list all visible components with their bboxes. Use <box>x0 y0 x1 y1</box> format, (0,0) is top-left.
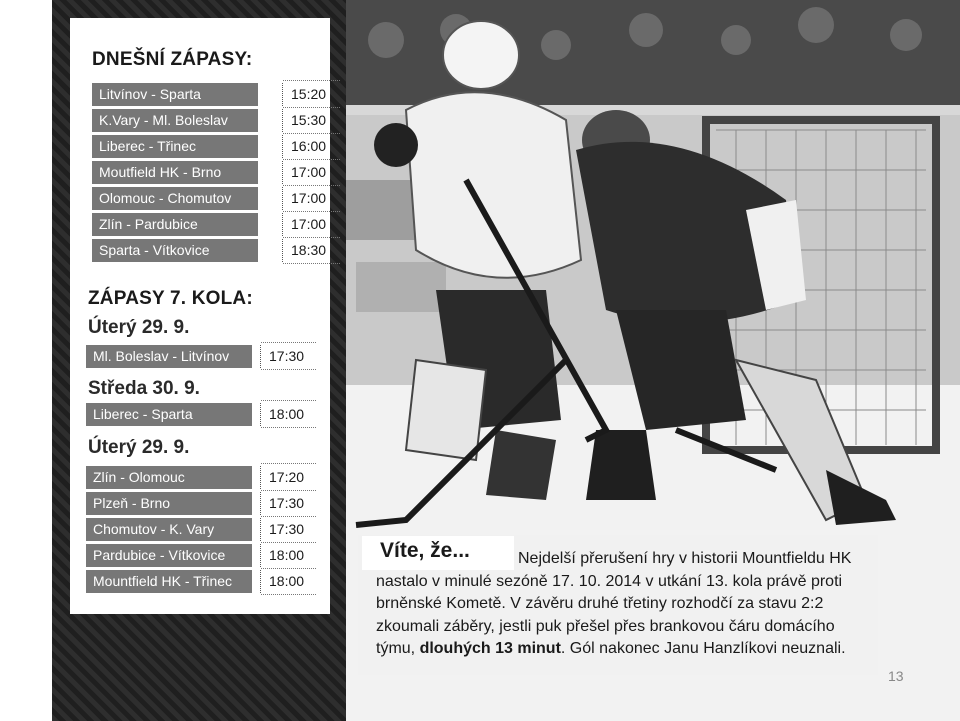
match-time: 17:30 <box>260 492 316 515</box>
match-teams: Plzeň - Brno <box>86 492 252 515</box>
match-time: 18:30 <box>282 239 340 262</box>
match-time: 15:30 <box>282 109 340 132</box>
todays-matches-heading: DNEŠNÍ ZÁPASY: <box>92 49 253 70</box>
match-time: 17:00 <box>282 213 340 236</box>
match-time: 18:00 <box>260 570 316 593</box>
day-label: Středa 30. 9. <box>88 378 200 399</box>
match-teams: Sparta - Vítkovice <box>92 239 258 262</box>
fact-text-bold: dlouhých 13 minut <box>419 640 561 657</box>
fact-text <box>376 548 878 661</box>
round7-heading: ZÁPASY 7. KOLA: <box>88 288 253 309</box>
match-time: 17:00 <box>282 187 340 210</box>
match-teams: Liberec - Sparta <box>86 403 252 426</box>
match-teams: Moutfield HK - Brno <box>92 161 258 184</box>
match-time: 17:30 <box>260 518 316 541</box>
match-teams: Pardubice - Vítkovice <box>86 544 252 567</box>
match-teams: Mountfield HK - Třinec <box>86 570 252 593</box>
day-label: Úterý 29. 9. <box>88 437 190 458</box>
match-time: 17:00 <box>282 161 340 184</box>
page-margin <box>0 0 52 721</box>
match-time: 18:00 <box>260 403 316 426</box>
match-teams: K.Vary - Ml. Boleslav <box>92 109 258 132</box>
day-label: Úterý 29. 9. <box>88 317 190 338</box>
match-time: 17:30 <box>260 345 316 368</box>
match-teams: Zlín - Olomouc <box>86 466 252 489</box>
schedule-card <box>70 18 330 614</box>
match-time: 17:20 <box>260 466 316 489</box>
match-teams: Olomouc - Chomutov <box>92 187 258 210</box>
match-time: 15:20 <box>282 83 340 106</box>
match-teams: Liberec - Třinec <box>92 135 258 158</box>
match-teams: Chomutov - K. Vary <box>86 518 252 541</box>
match-teams: Zlín - Pardubice <box>92 213 258 236</box>
match-time: 16:00 <box>282 135 340 158</box>
fact-text-part2: . Gól nakonec Janu Hanzlíkovi neuznali. <box>560 640 846 657</box>
fact-text-part1: Nejdelší přerušení hry v historii Mountfieldu HK nastalo v minulé sezóně 17. 10. 2014 v utkání 13. kola právě proti brněnské Kometě. V závěru druhé třetiny rozhodčí za stavu 2:2 zkoumali záběry, jestli puk přešel přes brankovou čáru domácího týmu, <box>376 550 852 657</box>
match-teams: Ml. Boleslav - Litvínov <box>86 345 252 368</box>
fact-heading: Víte, že... <box>380 539 470 562</box>
match-teams: Litvínov - Sparta <box>92 83 258 106</box>
match-time: 18:00 <box>260 544 316 567</box>
page-number: 13 <box>888 668 904 684</box>
